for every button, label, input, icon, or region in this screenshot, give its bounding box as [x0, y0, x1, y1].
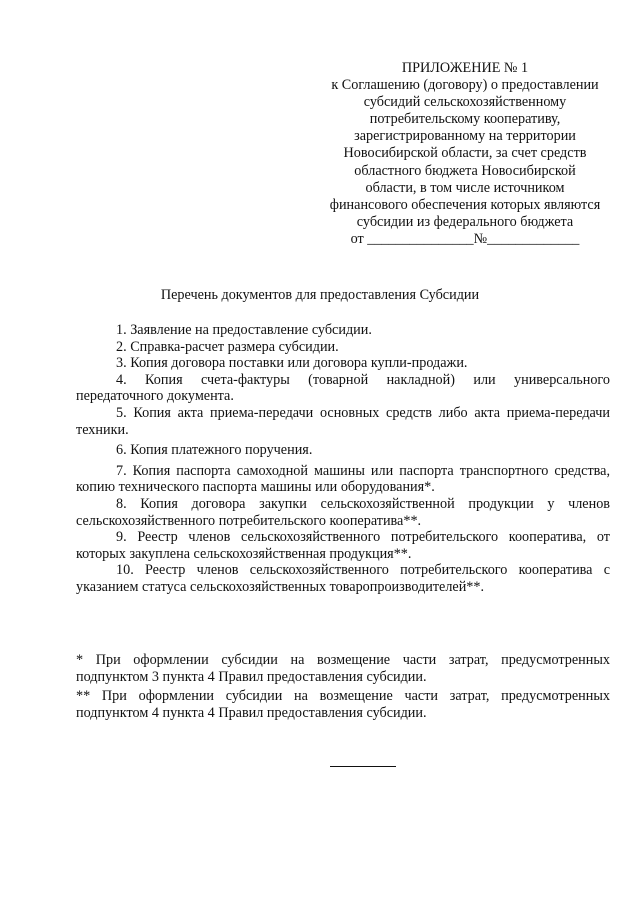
list-item: 8. Копия договора закупки сельскохозяйственной продукции у членов сельскохозяйственного потребительского кооператива**.: [76, 495, 610, 529]
footnote: * При оформлении субсидии на возмещение части затрат, предусмотренных подпунктом 3 пункта 4 Правил предоставления субсидии.: [76, 652, 610, 685]
appendix-line: к Соглашению (договору) о предоставлении: [331, 77, 599, 94]
appendix-line: субсидии из федерального бюджета: [356, 213, 574, 230]
appendix-line: потребительскому кооперативу,: [369, 111, 561, 128]
appendix-line: области, в том числе источником: [365, 179, 565, 196]
list-item: 3. Копия договора поставки или договора купли-продажи.: [116, 355, 468, 372]
list-item: 1. Заявление на предоставление субсидии.: [116, 322, 372, 338]
appendix-line: Новосибирской области, за счет средств: [343, 145, 587, 162]
appendix-line: субсидий сельскохозяйственному: [363, 94, 567, 111]
page-title: Перечень документов для предоставления Субсидии: [160, 287, 480, 303]
appendix-date-number-line: от _______________№_____________: [350, 230, 580, 247]
end-divider: [330, 766, 396, 767]
appendix-line: финансового обеспечения которых являются: [329, 196, 601, 213]
list-item: 5. Копия акта приема-передачи основных средств либо акта приема-передачи техники.: [76, 404, 610, 438]
list-item: 6. Копия платежного поручения.: [116, 442, 313, 459]
appendix-header: [300, 60, 630, 248]
list-item: 2. Справка-расчет размера субсидии.: [116, 338, 339, 355]
appendix-line: зарегистрированному на территории: [354, 128, 576, 145]
list-item: 7. Копия паспорта самоходной машины или паспорта транспортного средства, копию технического паспорта машины или оборудования*.: [76, 462, 610, 496]
footnote: ** При оформлении субсидии на возмещение части затрат, предусмотренных подпунктом 4 пункта 4 Правил предоставления субсидии.: [76, 688, 610, 721]
appendix-line: областного бюджета Новосибирской: [354, 162, 576, 179]
list-item: 4. Копия счета-фактуры (товарной накладной) или универсального передаточного документа.: [76, 371, 610, 405]
list-item: 10. Реестр членов сельскохозяйственного потребительского кооператива с указанием статуса сельскохозяйственных товаропроизводителей**.: [76, 562, 610, 595]
appendix-line: ПРИЛОЖЕНИЕ № 1: [401, 60, 529, 76]
list-item: 9. Реестр членов сельскохозяйственного потребительского кооператива, от которых закуплена сельскохозяйственная продукция**.: [76, 529, 610, 562]
footnotes: [76, 652, 610, 724]
documents-list: [76, 322, 610, 596]
